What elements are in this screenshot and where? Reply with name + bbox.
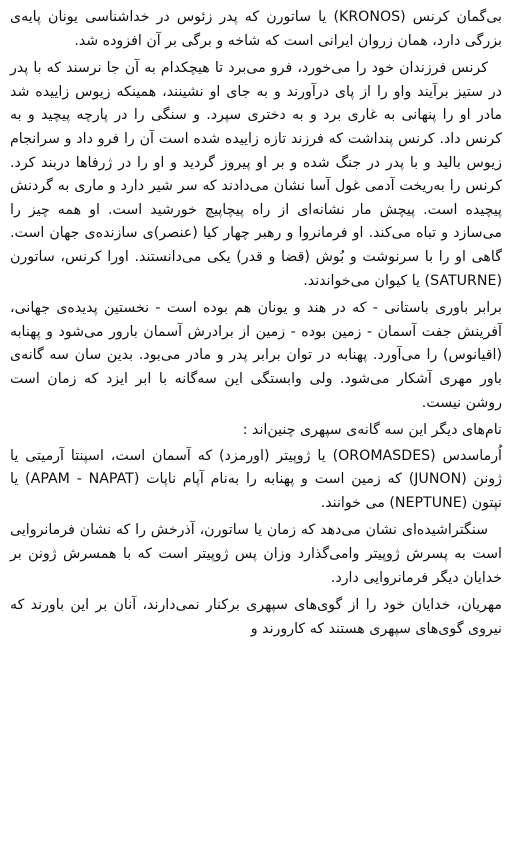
paragraph-ancient-belief: برابر باوری باستانی - که در هند و یونان هم بوده است - نخستین پدیده‌ی جهانی، آفرینش جفت آسمان - زمین بوده - زمین از برادرش آسمان بارور می‌شود و پهنابه (اقیانوس) را می‌آورد. پهنابه در توان برابر پدر و مادر می‌بود. بدین سان سه گانه‌ی باور مهری آشکار می‌شود. ولی وابستگی این سه‌گانه با ابر ایزد که زمان است روشن نیست. bbox=[10, 300, 502, 411]
paragraph-other-names-heading: نام‌های دیگر این سه گانه‌ی سپهری چنین‌اند : bbox=[242, 422, 502, 439]
paragraph-other-names: اُرماسدس (OROMASDES) یا ژوپیتر (اورمزد) که آسمان است، اسپنتا آرمیتی یا ژونن (JUNON) که زمین است و پهنابه را به‌نام آپام ناپات (APAM - NAPAT) یا نپتون (NEPTUNE) می خوانند. bbox=[10, 447, 502, 511]
paragraph-stone-carving: سنگتراشیده‌ای نشان می‌دهد که زمان یا ساتورن، آذرخش را که نشان فرمانروایی است به پسرش ژوپیتر وامی‌گذارد وزان پس ژوپیتر است که با همسرش ژونن بر خدایان دیگر فرمانروایی دارد. bbox=[10, 522, 502, 586]
paragraph-kronos-intro: بی‌گمان کرنس (KRONOS) یا ساتورن که پدر زئوس در خداشناسی یونان پایه‌ی بزرگی دارد، همان زروان ایرانی است که شاخه و برگی بر آن افزوده شد. bbox=[10, 9, 502, 49]
paragraph-mithraists: مهریان، خدایان خود را از گوی‌های سپهری برکنار نمی‌دارند، آنان بر این باورند که نیروی گوی‌های سپهری هستند که کارورند و bbox=[10, 597, 502, 637]
paragraph-kronos-myth: کرنس فرزندان خود را می‌خورد، فرو می‌برد تا هیچکدام به آن جا نرسند که با پدر در ستیز برآیند واو را از پای درآورند و به جای او نشینند، همینکه زیوس زاییده شد مادر او را پنهانی به غاری برد و به دختری سپرد. و سنگی را در پارچه پیچید و به کرنس داد. کرنس پنداشت که فرزند تازه زاییده شده است آن را فرو داد و سرانجام زیوس بالید و با پدر در جنگ شده و بر او پیروز گردید و او را در ژرفاها دربند کرد. کرنس را به‌ریخت آدمی غول آسا نشان می‌دادند که سر شیر دارد و ماری به گردنش پیچیده است. پیچش مار نشانه‌ای از راه پیچاپیچ خورشید است. او همه چیز را می‌سازد و تباه می‌کند. او فرمانروا و رهبر چهار کیا (عنصر)ی سازنده‌ی جهان است. گاهی او را با سرنوشت و بُوش (قضا و قدر) یکی می‌دانستند. اورا کرنس، ساتورن (SATURNE) یا کیوان می‌خواندند. bbox=[10, 60, 502, 289]
